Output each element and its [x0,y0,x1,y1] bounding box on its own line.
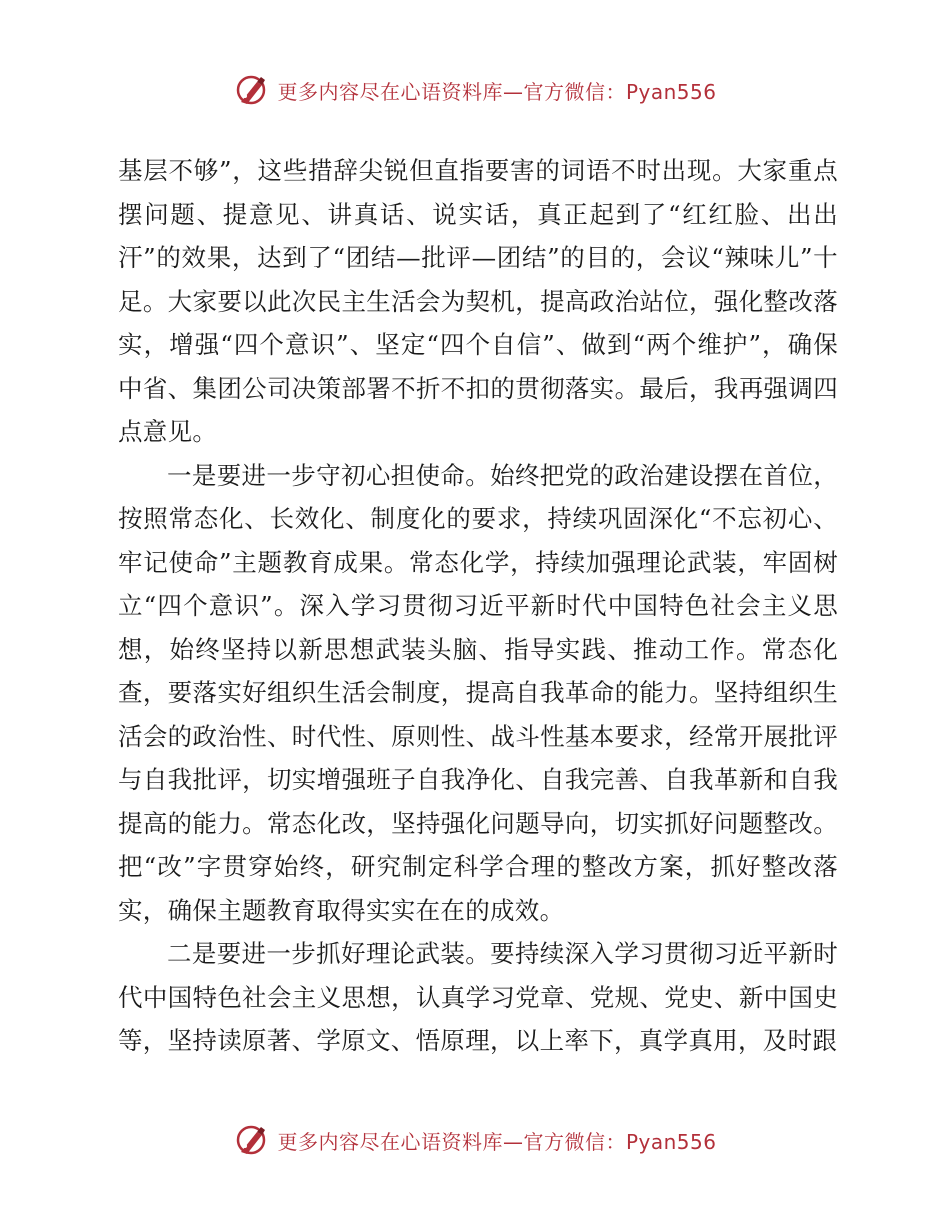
paragraph-point-one: 一是要进一步守初心担使命。始终把党的政治建设摆在首位，按照常态化、长效化、制度化的要求，持续巩固深化“不忘初心、牢记使命”主题教育成果。常态化学，持续加强理论武装，牢固树立“四个意识”。深入学习贯彻习近平新时代中国特色社会主义思想，始终坚持以新思想武装头脑、指导实践、推动工作。常态化查，要落实好组织生活会制度，提高自我革命的能力。坚持组织生活会的政治性、时代性、原则性、战斗性基本要求，经常开展批评与自我批评，切实增强班子自我净化、自我完善、自我革新和自我提高的能力。常态化改，坚持强化问题导向，切实抓好问题整改。把“改”字贯穿始终，研究制定科学合理的整改方案，抓好整改落实，确保主题教育取得实实在在的成效。 [118,460,838,925]
footer-banner-text: 更多内容尽在心语资料库—官方微信：Pyan556 [277,1129,717,1154]
paragraph-point-two: 二是要进一步抓好理论武装。要持续深入学习贯彻习近平新时代中国特色社会主义思想，认真学习党章、党规、党史、新中国史等，坚持读原著、学原文、悟原理，以上率下，真学真用，及时跟 [118,939,838,1055]
header-banner [0,70,950,110]
pen-nib-seal-logo-icon [233,1122,269,1158]
pen-nib-seal-logo-icon [233,72,269,108]
paragraph-continuation: 基层不够”，这些措辞尖锐但直指要害的词语不时出现。大家重点摆问题、提意见、讲真话、说实话，真正起到了“红红脸、出出汗”的效果，达到了“团结—批评—团结”的目的，会议“辣味儿”十足。大家要以此次民主生活会为契机，提高政治站位，强化整改落实，增强“四个意识”、坚定“四个自信”、做到“两个维护”，确保中省、集团公司决策部署不折不扣的贯彻落实。最后，我再强调四点意见。 [118,156,839,446]
footer-banner [0,1120,950,1160]
document-body [118,149,838,1063]
header-banner-text: 更多内容尽在心语资料库—官方微信：Pyan556 [277,79,717,104]
